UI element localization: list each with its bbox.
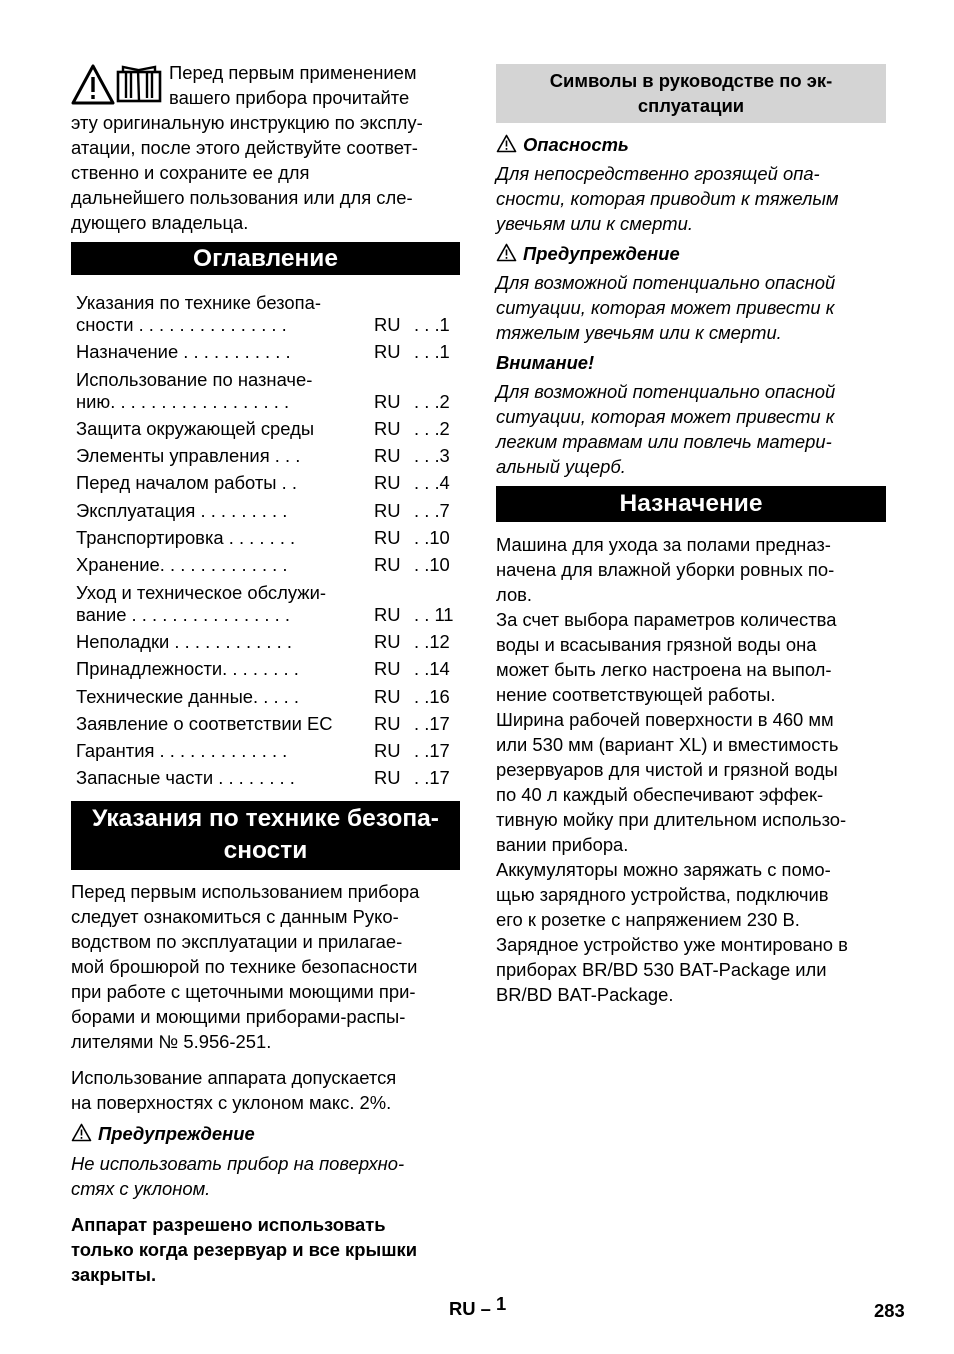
toc-lang: RU <box>374 314 401 335</box>
toc-lang: RU <box>374 603 401 625</box>
toc-title-line: Перед началом работы . . <box>76 472 297 494</box>
toc-title <box>71 445 372 472</box>
text-line: закрыты. <box>71 1263 157 1285</box>
toc-page: . . 11 <box>414 603 454 625</box>
warning-icon <box>71 1123 92 1142</box>
text-line: при работе с щеточными моющими при- <box>71 980 416 1002</box>
toc-page: . . .1 <box>414 341 450 363</box>
text-line: увечьям или к смерти. <box>496 213 693 234</box>
toc-page: . .17 <box>414 712 450 734</box>
toc-title-line: Заявление о соответствии ЕС <box>76 712 333 734</box>
toc-page: . .12 <box>414 630 450 652</box>
text-line: мой брошюрой по технике безопасности <box>71 955 418 977</box>
left-column <box>71 60 460 1287</box>
toc-lang: RU <box>374 712 401 734</box>
toc-title-line: нию. . . . . . . . . . . . . . . . . . <box>76 390 290 412</box>
toc-title-line: Неполадки . . . . . . . . . . . . <box>76 630 292 652</box>
warning-text <box>496 270 886 345</box>
toc-title-line: Элементы управления . . . <box>76 445 301 467</box>
toc-title-line: Защита окружающей среды <box>76 417 315 439</box>
intro-line: ственно и сохраните ее для <box>71 162 310 183</box>
toc-title <box>71 292 372 341</box>
toc-page: . . .1 <box>414 314 450 335</box>
warning-label <box>71 1121 460 1146</box>
toc-row[interactable] <box>71 686 460 713</box>
toc-title <box>71 658 372 685</box>
toc-page: . .10 <box>414 527 450 549</box>
text-line: Для возможной потенциально опасной <box>496 381 836 402</box>
toc-row[interactable] <box>71 418 460 445</box>
toc-row[interactable] <box>71 631 460 658</box>
text-line: нение соответствующей работы. <box>496 684 776 705</box>
toc-lang: RU <box>374 390 401 412</box>
purpose-paragraph <box>496 532 886 1007</box>
toc-title-line: Транспортировка . . . . . . . <box>76 527 296 549</box>
text-line: Для непосредственно грозящей опа- <box>496 163 820 184</box>
intro-line: дующего владельца. <box>71 212 249 233</box>
toc-row[interactable] <box>71 369 460 418</box>
toc-title-line: Назначение . . . . . . . . . . . <box>76 341 291 363</box>
text-line: Аппарат разрешено использовать <box>71 1213 386 1235</box>
toc-lang: RU <box>374 767 401 789</box>
text-line: приборах BR/BD 530 BAT-Package или <box>496 959 827 980</box>
text-line: стях с уклоном. <box>71 1177 211 1199</box>
toc-title <box>71 527 372 554</box>
toc-page: . .10 <box>414 554 450 576</box>
toc-title <box>71 418 372 445</box>
text-line: альный ущерб. <box>496 456 626 477</box>
text-line: начена для влажной уборки ровных по- <box>496 559 835 580</box>
intro-line: дальнейшего пользования или для сле- <box>71 187 413 208</box>
text-line: За счет выбора параметров количества <box>496 609 837 630</box>
text-line: на поверхностях с уклоном макс. 2%. <box>71 1091 392 1113</box>
toc-row[interactable] <box>71 500 460 527</box>
toc-title <box>71 341 372 368</box>
text-line: Ширина рабочей поверхности в 460 мм <box>496 709 834 730</box>
text-line: воды и всасывания грязной воды она <box>496 634 817 655</box>
toc-page: . .17 <box>414 767 450 789</box>
text-line: сности, которая приводит к тяжелым <box>496 188 839 209</box>
text-line: Перед первым использованием прибора <box>71 880 420 902</box>
toc-row[interactable] <box>71 658 460 685</box>
text-line: Аккумуляторы можно заряжать с помо- <box>496 859 831 880</box>
toc-title <box>71 713 372 740</box>
intro-line: эту оригинальную инструкцию по эксплу- <box>71 112 423 133</box>
toc-title-line: Хранение. . . . . . . . . . . . . <box>76 554 288 576</box>
text-line: вании прибора. <box>496 834 629 855</box>
toc-title <box>71 686 372 713</box>
text-line: только когда резервуар и все крышки <box>71 1238 418 1260</box>
text-line: Не использовать прибор на поверхно- <box>71 1152 405 1174</box>
toc-lang: RU <box>374 658 401 680</box>
text-line: лов. <box>496 584 533 605</box>
text-line: может быть легко настроена на выпол- <box>496 659 832 680</box>
danger-label <box>496 132 886 157</box>
toc-title <box>71 767 372 794</box>
safety-heading-line: Указания по технике безопа- <box>92 804 439 832</box>
toc-title <box>71 631 372 658</box>
footer-lang: RU – <box>449 1298 491 1319</box>
toc-page: . . .4 <box>414 472 450 494</box>
toc-lang: RU <box>374 630 401 652</box>
toc-lang: RU <box>374 445 401 467</box>
toc-lang: RU <box>374 341 401 363</box>
safety-heading-line: сности <box>223 836 308 864</box>
toc-title <box>71 472 372 499</box>
text-line: легким травмам или повлечь матери- <box>496 431 832 452</box>
intro-line: атации, после этого действуйте соответ- <box>71 137 418 158</box>
text-line: по 40 л каждый обеспечивают эффек- <box>496 784 824 805</box>
toc-row[interactable] <box>71 713 460 740</box>
intro-note <box>71 60 460 235</box>
toc-page: . . .2 <box>414 390 450 412</box>
toc-row[interactable] <box>71 292 460 341</box>
toc-title-line: Гарантия . . . . . . . . . . . . . <box>76 740 288 762</box>
symbols-heading-line: сплуатации <box>637 95 745 116</box>
toc-row[interactable] <box>71 445 460 472</box>
text-line: Для возможной потенциально опасной <box>496 272 836 293</box>
warning-label-text: Предупреждение <box>523 243 680 264</box>
toc-page: . . .2 <box>414 417 450 439</box>
toc-title-line: Технические данные. . . . . <box>76 685 300 707</box>
warning-book-icon <box>71 63 163 107</box>
toc-title-line: Уход и техническое обслужи- <box>76 581 326 603</box>
text-line: или 530 мм (вариант XL) и вместимость <box>496 734 839 755</box>
toc-row[interactable] <box>71 582 460 631</box>
text-line: водством по эксплуатации и прилагае- <box>71 930 403 952</box>
danger-label-text: Опасность <box>523 134 629 155</box>
text-line: BR/BD BAT-Package. <box>496 984 674 1005</box>
toc-lang: RU <box>374 417 401 439</box>
toc-row[interactable] <box>71 554 460 581</box>
toc-title <box>71 369 372 418</box>
toc-lang: RU <box>374 685 401 707</box>
toc-lang: RU <box>374 554 401 576</box>
text-line: следует ознакомиться с данным Руко- <box>71 905 399 927</box>
toc-page: . . .3 <box>414 445 450 467</box>
toc-page: . .16 <box>414 685 450 707</box>
text-line: его к розетке с напряжением 230 В. <box>496 909 800 930</box>
toc-row[interactable] <box>71 767 460 794</box>
toc-title <box>71 582 372 631</box>
toc-lang: RU <box>374 472 401 494</box>
toc-title-line: Эксплуатация . . . . . . . . . <box>76 499 288 521</box>
danger-text <box>496 161 886 236</box>
toc-row[interactable] <box>71 472 460 499</box>
text-line: Зарядное устройство уже монтировано в <box>496 934 848 955</box>
page-number: 283 <box>874 1300 905 1321</box>
toc-page: . .17 <box>414 740 450 762</box>
text-line: борами и моющими приборами-распы- <box>71 1005 406 1027</box>
footer-section-page: 1 <box>496 1293 507 1314</box>
warning-icon <box>496 134 517 153</box>
safety-paragraph <box>71 879 460 1054</box>
toc-title <box>71 500 372 527</box>
safety-heading <box>71 801 460 870</box>
toc-title <box>71 740 372 767</box>
toc-page: . . .7 <box>414 499 450 521</box>
text-line: ситуации, которая может привести к <box>496 297 835 318</box>
slope-paragraph <box>71 1065 460 1115</box>
bold-notice <box>71 1212 460 1287</box>
toc-page: . .14 <box>414 658 450 680</box>
toc-title-line: вание . . . . . . . . . . . . . . . . <box>76 603 290 625</box>
warning-label-text: Предупреждение <box>98 1122 255 1144</box>
symbols-heading-line: Символы в руководстве по эк- <box>549 70 833 91</box>
table-of-contents <box>71 292 460 795</box>
toc-title-line: Указания по технике безопа- <box>76 292 321 313</box>
toc-title-line: сности . . . . . . . . . . . . . . . <box>76 314 287 335</box>
text-line: ситуации, которая может привести к <box>496 406 835 427</box>
right-column <box>496 64 886 1007</box>
toc-lang: RU <box>374 740 401 762</box>
text-line: резервуаров для чистой и грязной воды <box>496 759 838 780</box>
intro-line: вашего прибора прочитайте <box>169 87 410 108</box>
toc-title-line: Запасные части . . . . . . . . <box>76 767 295 789</box>
toc-lang: RU <box>374 499 401 521</box>
warning-manual-icon <box>71 63 163 107</box>
toc-row[interactable] <box>71 740 460 767</box>
intro-line: Перед первым применением <box>169 62 417 83</box>
text-line: тивную мойку при длительном использо- <box>496 809 847 830</box>
toc-title-line: Использование по назначе- <box>76 368 313 390</box>
toc-title <box>71 554 372 581</box>
caution-label: Внимание! <box>496 352 595 373</box>
text-line: Машина для ухода за полами предназ- <box>496 534 831 555</box>
text-line: Использование аппарата допускается <box>71 1066 397 1088</box>
text-line: лителями № 5.956-251. <box>71 1030 272 1052</box>
warning-label <box>496 241 886 266</box>
warning-icon <box>496 243 517 262</box>
toc-title-line: Принадлежности. . . . . . . . <box>76 658 299 680</box>
toc-row[interactable] <box>71 527 460 554</box>
text-line: щью зарядного устройства, подключив <box>496 884 829 905</box>
toc-heading: Оглавление <box>71 242 460 275</box>
toc-lang: RU <box>374 527 401 549</box>
warning-text <box>71 1151 460 1201</box>
footer-section-label <box>449 1293 507 1320</box>
text-line: тяжелым увечьям или к смерти. <box>496 322 782 343</box>
toc-row[interactable] <box>71 341 460 368</box>
symbols-heading <box>496 64 886 123</box>
purpose-heading: Назначение <box>496 486 886 522</box>
caution-text <box>496 379 886 479</box>
